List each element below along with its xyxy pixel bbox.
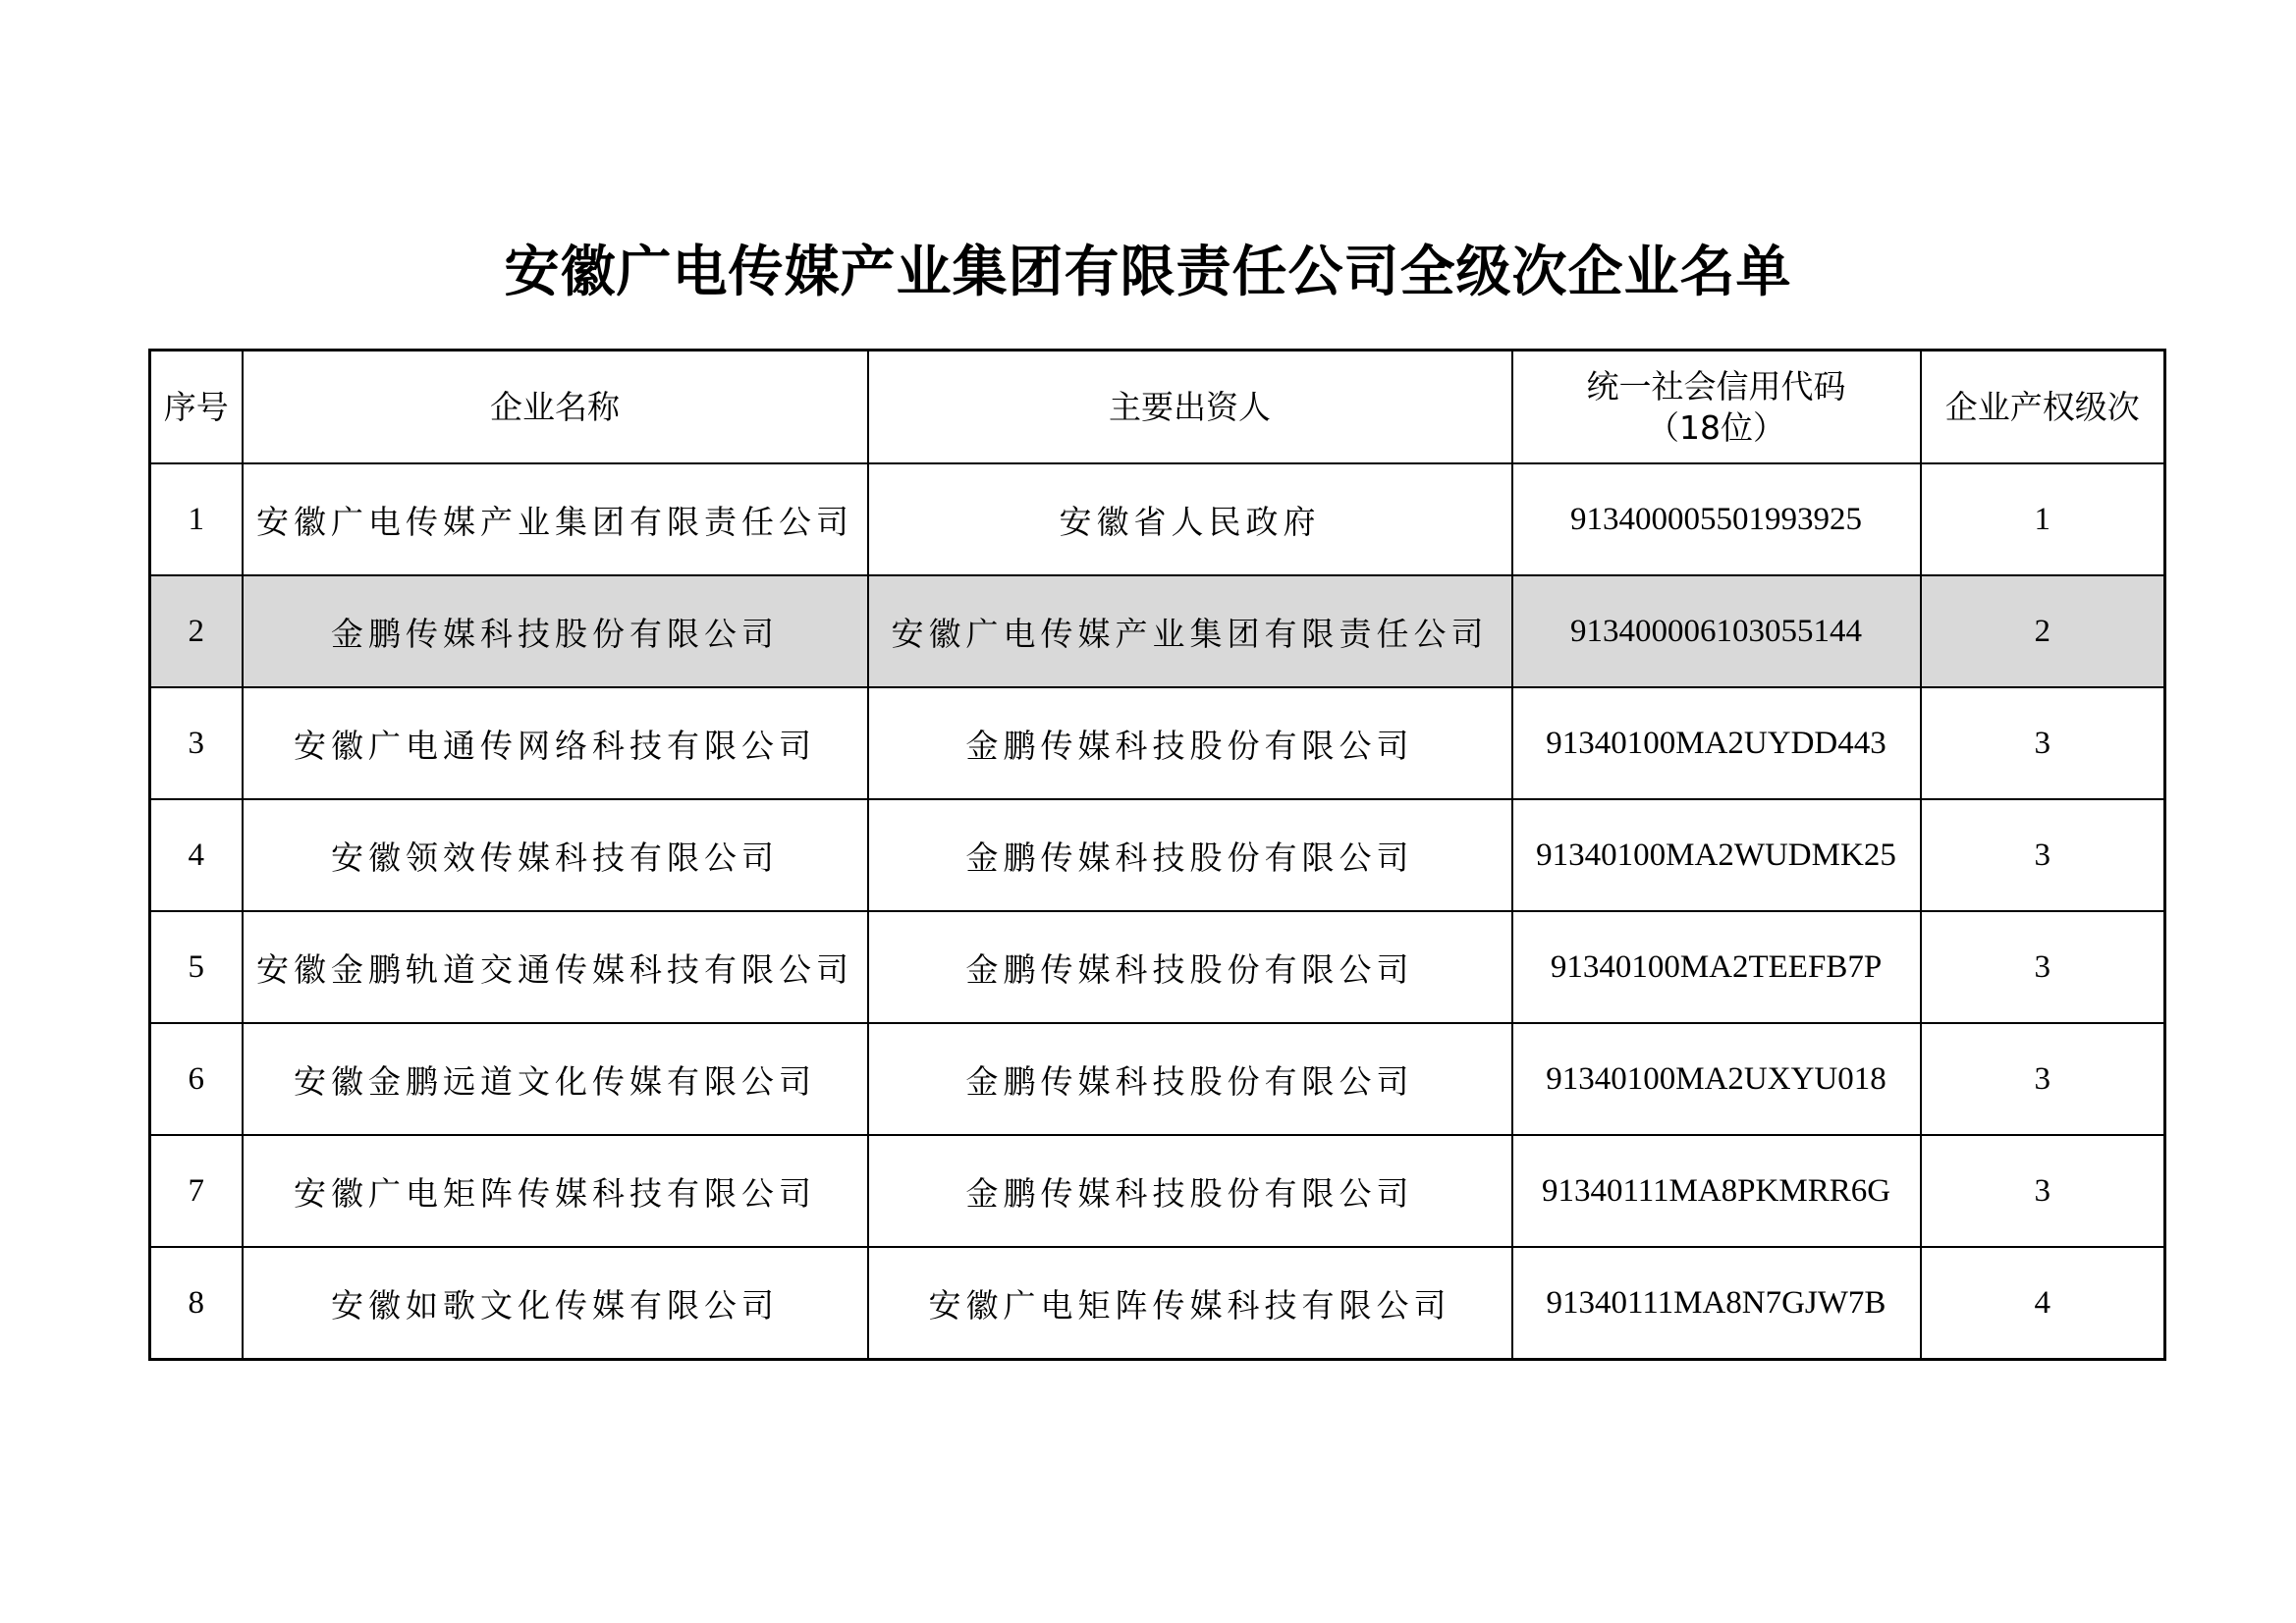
row-level: 2	[1921, 575, 2165, 687]
row-index: 1	[150, 463, 243, 575]
row-company: 安徽广电矩阵传媒科技有限公司	[243, 1135, 868, 1247]
row-company: 安徽金鹏轨道交通传媒科技有限公司	[243, 911, 868, 1023]
row-company: 安徽领效传媒科技有限公司	[243, 799, 868, 911]
row-investor: 安徽广电矩阵传媒科技有限公司	[868, 1247, 1512, 1360]
header-credit-code	[1512, 351, 1921, 464]
row-investor: 安徽广电传媒产业集团有限责任公司	[868, 575, 1512, 687]
table-header	[150, 351, 2165, 464]
header-credit-code-line2: （18位）	[1647, 407, 1785, 447]
row-investor: 金鹏传媒科技股份有限公司	[868, 1135, 1512, 1247]
row-credit-code: 91340111MA8PKMRR6G	[1512, 1135, 1921, 1247]
header-company: 企业名称	[243, 351, 868, 464]
row-credit-code: 91340100MA2UYDD443	[1512, 687, 1921, 799]
row-index: 7	[150, 1135, 243, 1247]
header-row	[150, 351, 2165, 464]
row-credit-code: 91340100MA2UXYU018	[1512, 1023, 1921, 1135]
row-level: 3	[1921, 687, 2165, 799]
row-level: 1	[1921, 463, 2165, 575]
row-investor: 金鹏传媒科技股份有限公司	[868, 799, 1512, 911]
row-index: 2	[150, 575, 243, 687]
header-credit-code-line1: 统一社会信用代码	[1586, 366, 1846, 406]
row-investor: 金鹏传媒科技股份有限公司	[868, 1023, 1512, 1135]
row-index: 3	[150, 687, 243, 799]
row-index: 4	[150, 799, 243, 911]
row-company: 安徽金鹏远道文化传媒有限公司	[243, 1023, 868, 1135]
row-credit-code: 913400005501993925	[1512, 463, 1921, 575]
row-index: 6	[150, 1023, 243, 1135]
header-index: 序号	[150, 351, 243, 464]
document-title: 安徽广电传媒产业集团有限责任公司全级次企业名单	[504, 241, 1792, 304]
row-level: 3	[1921, 1023, 2165, 1135]
row-company: 金鹏传媒科技股份有限公司	[243, 575, 868, 687]
table-row	[150, 687, 2165, 799]
row-index: 5	[150, 911, 243, 1023]
row-index: 8	[150, 1247, 243, 1360]
row-level: 3	[1921, 1135, 2165, 1247]
row-company: 安徽广电通传网络科技有限公司	[243, 687, 868, 799]
row-company: 安徽如歌文化传媒有限公司	[243, 1247, 868, 1360]
enterprise-table	[148, 349, 2166, 1361]
table-row	[150, 575, 2165, 687]
table-body	[150, 463, 2165, 1360]
table-row	[150, 463, 2165, 575]
row-investor: 金鹏传媒科技股份有限公司	[868, 911, 1512, 1023]
table-row	[150, 1135, 2165, 1247]
row-credit-code: 913400006103055144	[1512, 575, 1921, 687]
row-investor: 安徽省人民政府	[868, 463, 1512, 575]
row-level: 4	[1921, 1247, 2165, 1360]
row-credit-code: 91340100MA2TEEFB7P	[1512, 911, 1921, 1023]
row-company: 安徽广电传媒产业集团有限责任公司	[243, 463, 868, 575]
row-credit-code: 91340100MA2WUDMK25	[1512, 799, 1921, 911]
row-credit-code: 91340111MA8N7GJW7B	[1512, 1247, 1921, 1360]
header-level: 企业产权级次	[1921, 351, 2165, 464]
header-investor: 主要出资人	[868, 351, 1512, 464]
row-level: 3	[1921, 911, 2165, 1023]
table-row	[150, 911, 2165, 1023]
row-level: 3	[1921, 799, 2165, 911]
table-row	[150, 799, 2165, 911]
row-investor: 金鹏传媒科技股份有限公司	[868, 687, 1512, 799]
table-row	[150, 1247, 2165, 1360]
table-row	[150, 1023, 2165, 1135]
